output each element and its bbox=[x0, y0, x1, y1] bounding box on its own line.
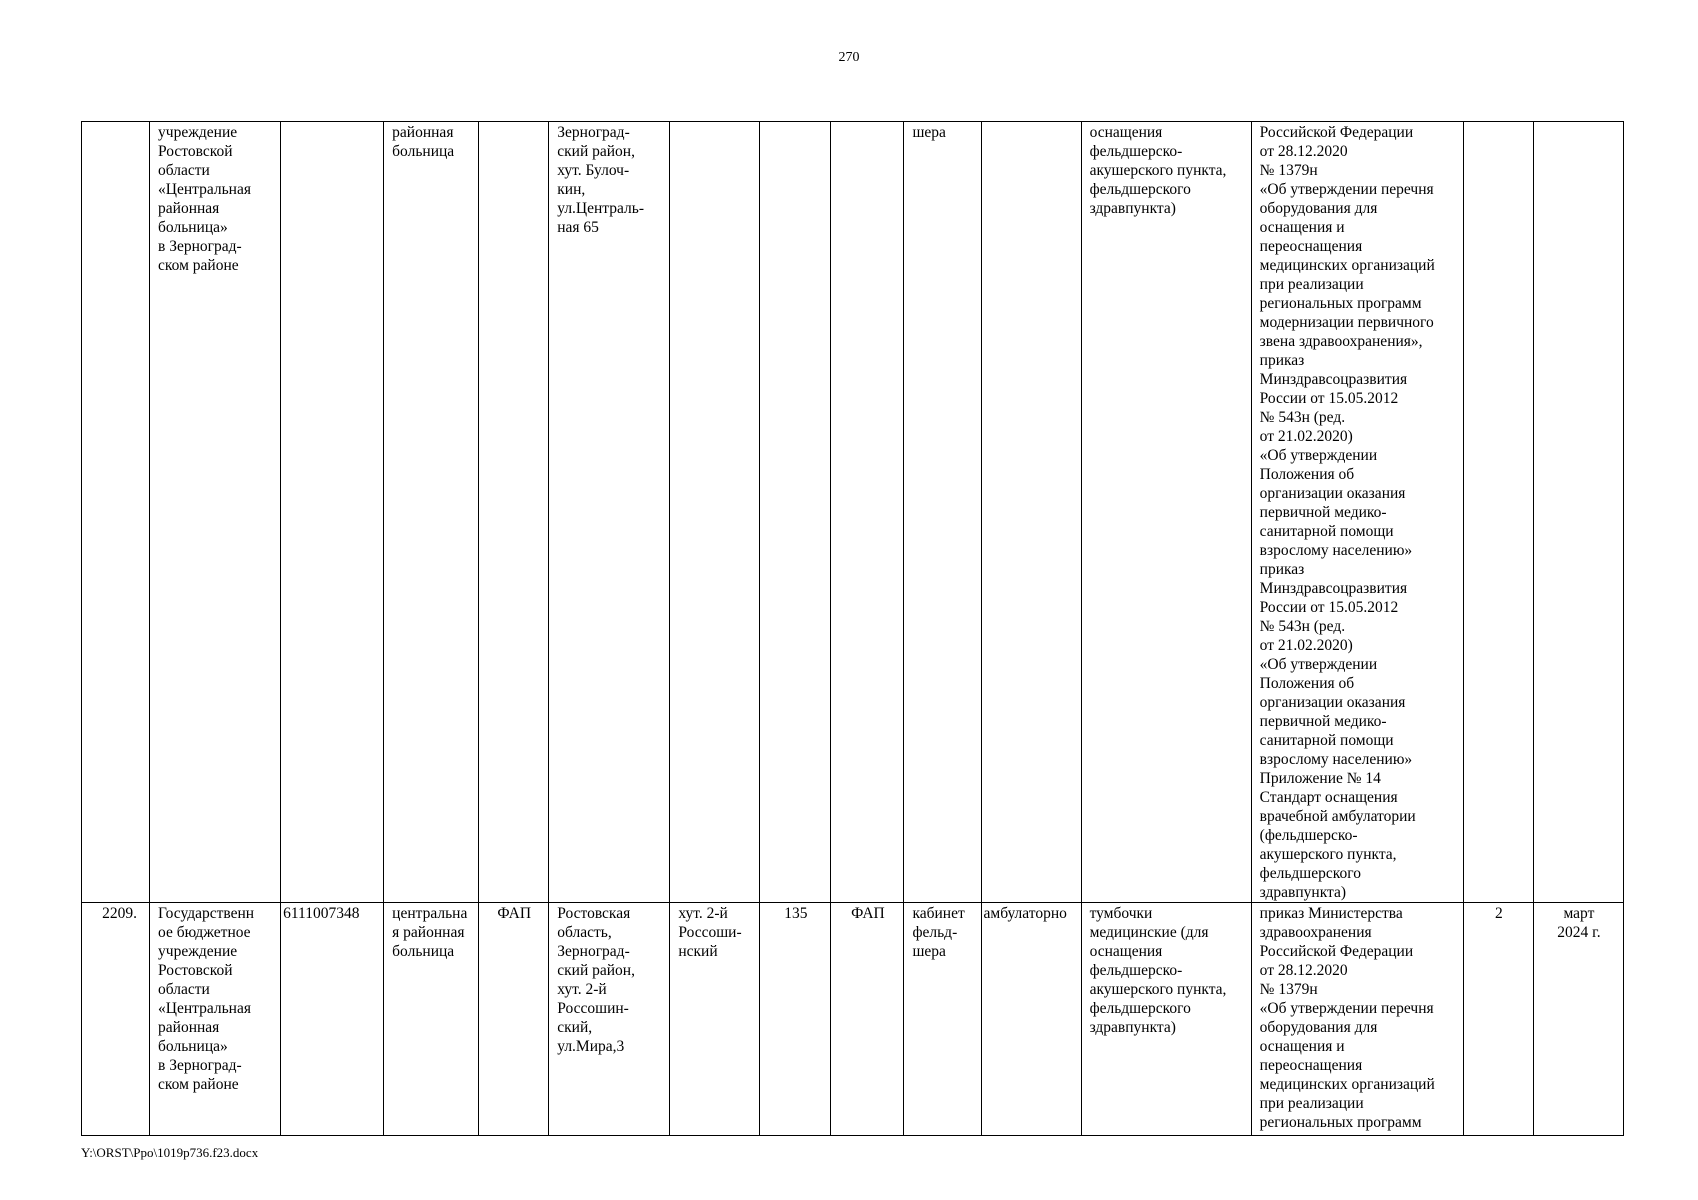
table-row bbox=[82, 122, 1624, 903]
cell-settlement: хут. 2-й Россоши- нский bbox=[670, 903, 760, 1136]
cell-legal-basis: Российской Федерации от 28.12.2020 № 1379н «Об утверждении перечня оборудования для оснащения и переоснащения медицинских организаций при реализации региональных программ модернизации первичного звена здравоохранения», приказ Минздравсоцразвития России от 15.05.2012 № 543н (ред. от 21.02.2020) «Об утверждении Положения об организации оказания первичной медико- санитарной помощи взрослому населению» приказ Минздравсоцразвития России от 15.05.2012 № 543н (ред. от 21.02.2020) «Об утверждении Положения об организации оказания первичной медико- санитарной помощи взрослому населению» Приложение № 14 Стандарт оснащения врачебной амбулатории (фельдшерско- акушерского пункта, фельдшерского здравпункта) bbox=[1251, 122, 1463, 903]
table-row bbox=[82, 903, 1624, 1136]
cell-deadline: март 2024 г. bbox=[1533, 903, 1623, 1136]
cell-quantity: 2 bbox=[1463, 903, 1533, 1136]
cell-care-form bbox=[981, 122, 1081, 903]
cell-legal-basis: приказ Министерства здравоохранения Российской Федерации от 28.12.2020 № 1379н «Об утверждении перечня оборудования для оснащения и переоснащения медицинских организаций при реализации региональных программ bbox=[1251, 903, 1463, 1136]
cell-equipment: оснащения фельдшерско- акушерского пункта, фельдшерского здравпункта) bbox=[1081, 122, 1251, 903]
cell-organization: Государственн ое бюджетное учреждение Ростовской области «Центральная районная больница» в Зерноград- ском районе bbox=[150, 903, 281, 1136]
data-table bbox=[81, 121, 1624, 1136]
footer-file-path: Y:\ORST\Ppo\1019p736.f23.docx bbox=[81, 1145, 259, 1160]
cell-number bbox=[82, 122, 150, 903]
cell-number: 2209. bbox=[82, 903, 150, 1136]
cell-organization: учреждение Ростовской области «Центральная районная больница» в Зерноград- ском районе bbox=[150, 122, 281, 903]
cell-care-form: амбулаторно bbox=[981, 903, 1081, 1136]
cell-population bbox=[760, 122, 831, 903]
cell-org-type: центральна я районная больница bbox=[384, 903, 479, 1136]
page-number: 270 bbox=[838, 50, 860, 65]
cell-unit-type: ФАП bbox=[479, 903, 549, 1136]
cell-org-type: районная больница bbox=[384, 122, 479, 903]
cell-equipment: тумбочки медицинские (для оснащения фельдшерско- акушерского пункта, фельдшерского здравпункта) bbox=[1081, 903, 1251, 1136]
cell-inn: 6111007348 bbox=[281, 903, 384, 1136]
cell-address: Зерноград- ский район, хут. Булоч- кин, ул.Централь- ная 65 bbox=[549, 122, 670, 903]
cell-settlement bbox=[670, 122, 760, 903]
cell-inn bbox=[281, 122, 384, 903]
cell-room: шера bbox=[904, 122, 981, 903]
cell-quantity bbox=[1463, 122, 1533, 903]
cell-subdivision: ФАП bbox=[831, 903, 904, 1136]
cell-unit-type bbox=[479, 122, 549, 903]
cell-subdivision bbox=[831, 122, 904, 903]
cell-address: Ростовская область, Зерноград- ский район, хут. 2-й Россошин- ский, ул.Мира,3 bbox=[549, 903, 670, 1136]
cell-room: кабинет фельд- шера bbox=[904, 903, 981, 1136]
cell-deadline bbox=[1533, 122, 1623, 903]
cell-population: 135 bbox=[760, 903, 831, 1136]
